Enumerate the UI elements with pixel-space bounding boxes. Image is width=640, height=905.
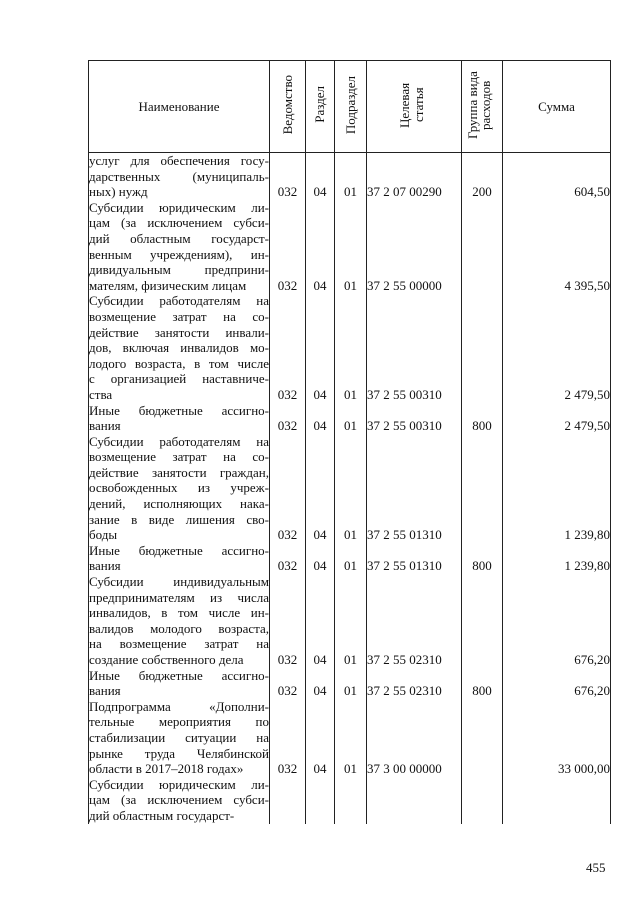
row-department: 032	[270, 434, 306, 543]
row-name-line: цам (за исключением субси-	[89, 792, 269, 808]
row-expense-group	[462, 777, 503, 824]
row-name-line: Субсидии работодателям на	[89, 293, 269, 309]
row-target: 37 2 55 02310	[367, 574, 462, 668]
row-section: 04	[306, 668, 335, 699]
table-row	[89, 403, 611, 434]
row-department: 032	[270, 574, 306, 668]
row-name-line: вания	[89, 418, 121, 434]
budget-table	[88, 60, 611, 824]
row-target: 37 2 55 00000	[367, 200, 462, 294]
row-section: 04	[306, 293, 335, 402]
row-expense-group	[462, 434, 503, 543]
table-row	[89, 200, 611, 294]
header-subsection: Подраздел	[335, 61, 367, 153]
header-expense-group: Группа вида расходов	[462, 61, 503, 153]
row-name-line: возмещение затрат на со-	[89, 308, 269, 324]
row-name-line: Подпрограмма «Дополни-	[89, 698, 269, 714]
row-name-line: рынке труда Челябинской	[89, 745, 269, 761]
row-department: 032	[270, 200, 306, 294]
row-subsection: 01	[335, 403, 367, 434]
page-number: 455	[586, 860, 606, 875]
header-name: Наименование	[89, 61, 270, 153]
row-section: 04	[306, 574, 335, 668]
row-name-line: Иные бюджетные ассигно-	[89, 542, 269, 558]
row-name	[89, 543, 270, 574]
row-name	[89, 403, 270, 434]
row-section: 04	[306, 699, 335, 777]
table-row	[89, 777, 611, 824]
row-name-line: инвалидов, в том числе ин-	[89, 605, 269, 621]
row-name-line: валидов молодого возраста,	[89, 620, 269, 636]
row-name-line: создание собственного дела	[89, 652, 244, 667]
row-name-line: области в 2017–2018 годах»	[89, 761, 244, 777]
row-name	[89, 200, 270, 294]
table-row	[89, 668, 611, 699]
row-name-line: действие занятости граждан,	[89, 464, 269, 480]
table-row	[89, 434, 611, 543]
row-section: 04	[306, 543, 335, 574]
table-row	[89, 293, 611, 402]
row-name-line: Субсидии юридическим ли-	[89, 776, 269, 792]
row-expense-group	[462, 200, 503, 294]
row-name-line: возмещение затрат на со-	[89, 449, 269, 465]
row-sum: 676,20	[503, 574, 611, 668]
row-sum: 604,50	[503, 153, 611, 200]
row-sum: 1 239,80	[503, 434, 611, 543]
row-name-line: дов, включая инвалидов мо-	[89, 340, 269, 356]
row-section: 04	[306, 153, 335, 200]
row-subsection: 01	[335, 543, 367, 574]
row-department: 032	[270, 699, 306, 777]
row-department: 032	[270, 403, 306, 434]
row-name-line: цам (за исключением субси-	[89, 215, 269, 231]
row-name-line: ных) нужд	[89, 184, 148, 200]
row-expense-group: 200	[462, 153, 503, 200]
row-target: 37 2 55 01310	[367, 543, 462, 574]
row-subsection: 01	[335, 200, 367, 294]
row-name-line: дений, исполняющих нака-	[89, 496, 269, 512]
row-name-line: боды	[89, 527, 118, 543]
header-department: Ведомство	[270, 61, 306, 153]
header-section: Раздел	[306, 61, 335, 153]
row-name-line: дарственных (муниципаль-	[89, 168, 269, 184]
table-row	[89, 153, 611, 200]
row-target: 37 2 55 01310	[367, 434, 462, 543]
row-sum	[503, 777, 611, 824]
row-department: 032	[270, 543, 306, 574]
row-sum: 1 239,80	[503, 543, 611, 574]
row-sum: 676,20	[503, 668, 611, 699]
row-name-line: Иные бюджетные ассигно-	[89, 667, 269, 683]
table-row	[89, 574, 611, 668]
row-name-line: вания	[89, 683, 121, 699]
row-expense-group: 800	[462, 543, 503, 574]
row-name-line: с организацией наставниче-	[89, 371, 269, 387]
row-department: 032	[270, 153, 306, 200]
row-name-line: зание в виде лишения сво-	[89, 511, 269, 527]
row-sum: 2 479,50	[503, 403, 611, 434]
row-name-line: Субсидии работодателям на	[89, 433, 269, 449]
row-expense-group	[462, 574, 503, 668]
row-expense-group	[462, 293, 503, 402]
row-target: 37 2 55 00310	[367, 403, 462, 434]
row-name-line: на возмещение затрат на	[89, 636, 269, 652]
row-name-line: Субсидии индивидуальным	[89, 574, 269, 590]
row-subsection: 01	[335, 699, 367, 777]
row-department	[270, 777, 306, 824]
row-name	[89, 668, 270, 699]
row-section: 04	[306, 403, 335, 434]
row-name	[89, 153, 270, 200]
table-row	[89, 543, 611, 574]
row-sum: 2 479,50	[503, 293, 611, 402]
row-section	[306, 777, 335, 824]
row-name-line: мателям, физическим лицам	[89, 277, 247, 293]
row-target	[367, 777, 462, 824]
row-subsection: 01	[335, 293, 367, 402]
row-subsection: 01	[335, 574, 367, 668]
row-section: 04	[306, 434, 335, 543]
row-subsection: 01	[335, 668, 367, 699]
row-name-line: дивидуальным предприни-	[89, 262, 269, 278]
row-sum: 33 000,00	[503, 699, 611, 777]
row-subsection: 01	[335, 434, 367, 543]
row-target: 37 3 00 00000	[367, 699, 462, 777]
row-name-line: ства	[89, 386, 113, 402]
row-name-line: тельные мероприятия по	[89, 714, 269, 730]
row-target: 37 2 07 00290	[367, 153, 462, 200]
table-header-row	[89, 61, 611, 153]
row-section: 04	[306, 200, 335, 294]
header-sum: Сумма	[503, 61, 611, 153]
row-expense-group	[462, 699, 503, 777]
row-name-line: венным учреждениям), ин-	[89, 246, 269, 262]
row-name-line: предпринимателям из числа	[89, 589, 269, 605]
row-name	[89, 574, 270, 668]
row-target: 37 2 55 02310	[367, 668, 462, 699]
row-name-line: действие занятости инвали-	[89, 324, 269, 340]
row-name	[89, 699, 270, 777]
row-name-line: лодого возраста, в том числе	[89, 355, 269, 371]
header-target: Целевая статья	[367, 61, 462, 153]
row-name-line: освобожденных из учреж-	[89, 480, 269, 496]
row-name	[89, 434, 270, 543]
row-subsection: 01	[335, 153, 367, 200]
row-name	[89, 777, 270, 824]
row-department: 032	[270, 668, 306, 699]
row-expense-group: 800	[462, 403, 503, 434]
row-name-line: услуг для обеспечения госу-	[89, 153, 269, 168]
row-name-line: стабилизации ситуации на	[89, 729, 269, 745]
row-name-line: дий областным государст-	[89, 230, 269, 246]
row-name-line: Иные бюджетные ассигно-	[89, 402, 269, 418]
row-department: 032	[270, 293, 306, 402]
row-target: 37 2 55 00310	[367, 293, 462, 402]
row-name-line: Субсидии юридическим ли-	[89, 199, 269, 215]
row-subsection	[335, 777, 367, 824]
row-name-line: дий областным государст-	[89, 807, 235, 823]
row-name-line: вания	[89, 558, 121, 574]
table-row	[89, 699, 611, 777]
row-name	[89, 293, 270, 402]
row-expense-group: 800	[462, 668, 503, 699]
row-sum: 4 395,50	[503, 200, 611, 294]
